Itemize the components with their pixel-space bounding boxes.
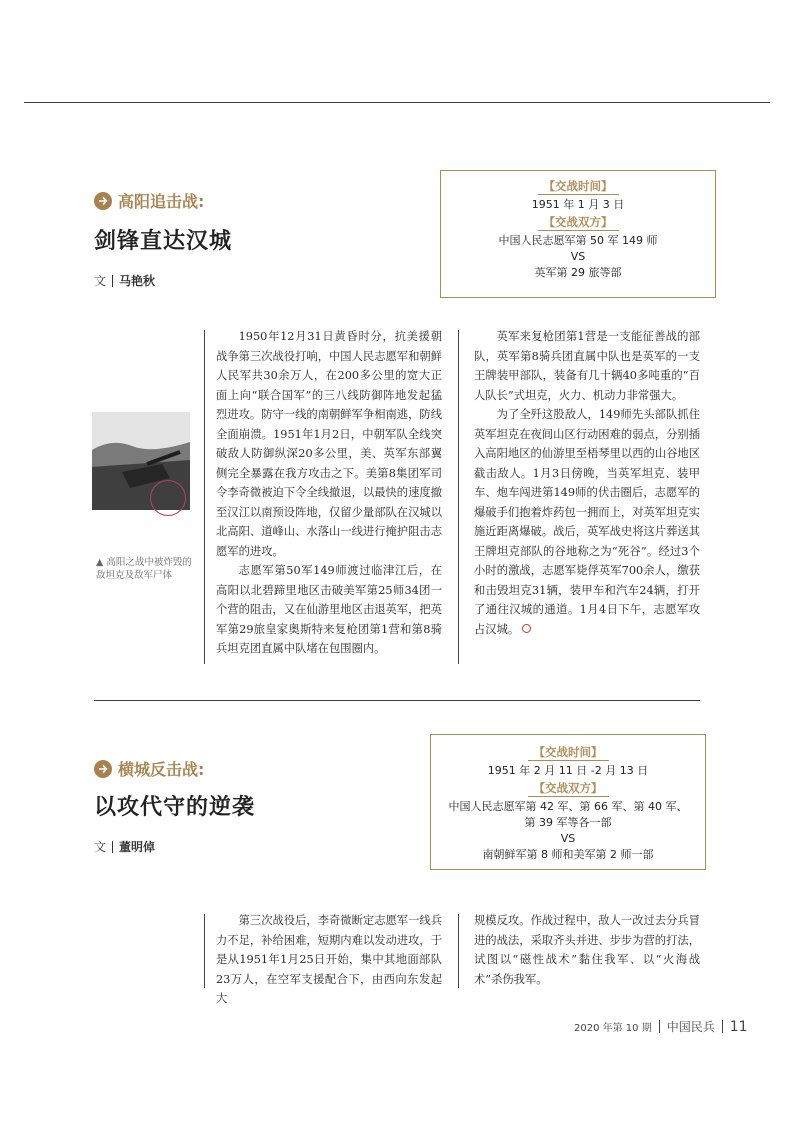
top-rule [24,102,770,103]
section2-byline [94,838,155,855]
section2-column-left [216,911,442,1005]
paragraph: 志愿军第50军149师渡过临津江后，在高阳以北碧蹄里地区击破美军第25师34团一个营的阻击，又在仙游里地区击退英军，把英军第29旅皇家奥斯特来复枪团第1营和第8骑兵坦克团直属中队堵在包围圈内。 [216,564,442,655]
party-b: 英军第 29 旅等部 [534,266,622,279]
section-divider [94,700,700,701]
paragraph [474,405,700,639]
section1-headline: 剑锋直达汉城 [94,228,233,254]
parties-header: 【交战双方】 [528,780,609,797]
section1-column-right [474,327,700,667]
page-footer [574,1018,748,1035]
section1-kicker-text: 高阳追击战: [118,192,205,211]
arrow-right-icon [94,192,112,210]
photo-ring [150,480,186,516]
section1-infobox [440,170,716,298]
page-number: 11 [729,1018,748,1035]
section2-infobox [430,734,706,870]
section1-kicker [94,189,204,212]
arrow-right-icon [94,760,112,778]
photo-caption: ▲ 高阳之战中被炸毁的敌坦克及敌军尸体 [96,557,192,581]
section2-kicker [94,757,204,780]
paragraph-text: 为了全歼这股敌人，149师先头部队抓住英军坦克在夜间山区行动困难的弱点，分别插入高阳地区的仙游里至梧琴里以西的山谷地区截击敌人。1月3日傍晚，当英军坦克、装甲车、炮车闯进第149师的伏击圈后，志愿军的爆破手们抱着炸药包一拥而上，对英军坦克实施近距离爆破。战后，英军战史将这片葬送其王牌坦克部队的谷地称之为“死谷”。经过3个小时的激战，志愿军毙俘英军700余人，缴获和击毁坦克31辆，装甲车和汽车24辆，打开了通往汉城的通道。1月4日下午，志愿军攻占汉城。 [474,408,700,636]
byline-prefix: 文 [94,274,107,288]
paragraph: 第三次战役后，李奇微断定志愿军一线兵力不足，补给困难，短期内难以发动进攻，于是从1951年1月25日开始，集中其地面部队23万人，在空军支援配合下，由西向东发起大 [216,914,442,1005]
column-rule-middle [458,330,459,664]
column-rule-left [204,330,205,664]
footer-divider [659,1020,660,1033]
byline-divider [112,841,113,853]
byline-divider [112,275,113,287]
time-header: 【交战时间】 [538,178,619,195]
section2-kicker-text: 横城反击战: [118,760,205,779]
time-header: 【交战时间】 [528,744,609,761]
column-rule-middle [458,914,459,988]
byline-prefix: 文 [94,840,107,854]
author-name: 马艳秋 [119,274,156,288]
versus: VS [560,832,576,845]
parties-header: 【交战双方】 [538,214,619,231]
author-name: 董明倬 [119,840,156,854]
party-a: 中国人民志愿军第 50 军 149 师 [498,234,658,247]
magazine-name: 中国民兵 [666,1020,715,1034]
battle-date: 1951 年 2 月 11 日 -2 月 13 日 [487,764,649,777]
battle-date: 1951 年 1 月 3 日 [531,198,625,211]
party-b: 南朝鲜军第 8 师和美军第 2 师一部 [482,848,654,861]
paragraph: 1950年12月31日黄昏时分，抗美援朝战争第三次战役打响，中国人民志愿军和朝鲜人民军共30余万人，在200多公里的宽大正面上向“联合国军”的三八线防御阵地发起猛烈进攻。防守一线的南朝鲜军争相南逃，防线全面崩溃。1951年1月2日，中朝军队全线突破敌人防御纵深20多公里，美、英军东部翼侧完全暴露在我方攻击之下。美第8集团军司令李奇微被迫下令全线撤退，以最快的速度撤至汉江以南预设阵地，仅留少量部队在汉城以北高阳、道峰山、水落山一线进行掩护阻击志愿军的进攻。 [216,330,442,558]
footer-divider [722,1020,723,1033]
section1-column-left [216,327,442,667]
paragraph: 英军来复枪团第1营是一支能征善战的部队，英军第8骑兵团直属中队也是英军的一支王牌装甲部队，装备有几十辆40多吨重的“百人队长”式坦克，火力、机动力非常强大。 [474,330,700,402]
section2-headline: 以攻代守的逆袭 [94,794,256,820]
party-a: 中国人民志愿军第 42 军、第 66 军、第 40 军、第 39 军等各一部 [448,800,688,829]
paragraph: 规模反攻。作战过程中，敌人一改过去分兵冒进的战法，采取齐头并进、步步为营的打法，试图以“磁性战术”黏住我军、以“火海战术”杀伤我军。 [474,914,700,986]
versus: VS [570,250,586,263]
column-rule-left [204,914,205,988]
section2-column-right [474,911,700,991]
section1-byline [94,272,155,289]
issue-label: 2020 年第 10 期 [574,1023,652,1034]
end-mark-icon [522,624,531,633]
